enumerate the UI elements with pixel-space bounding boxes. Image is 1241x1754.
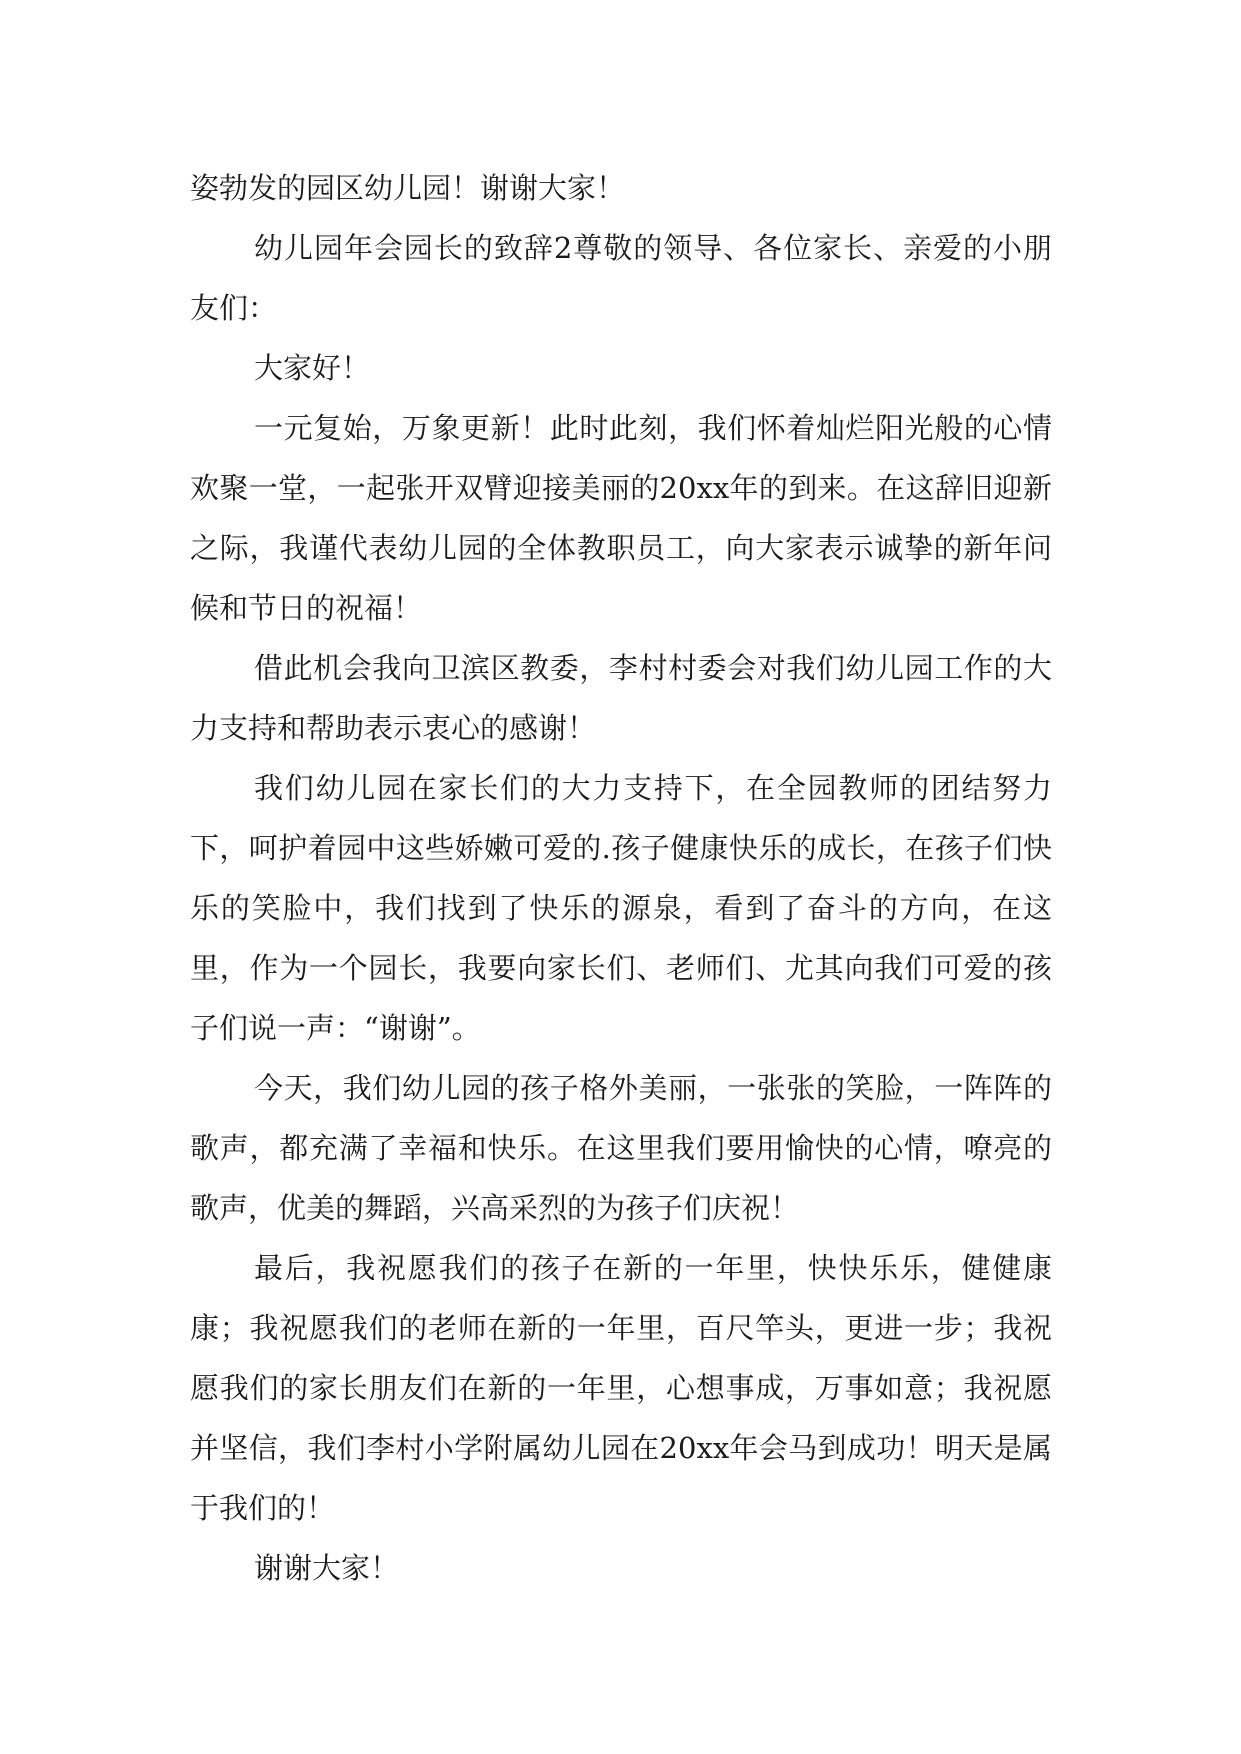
- paragraph-continuation: 姿勃发的园区幼儿园！谢谢大家！: [190, 171, 626, 205]
- paragraph-greeting: 大家好！: [254, 351, 371, 385]
- paragraph-thanks-committee: 借此机会我向卫滨区教委，李村村委会对我们幼儿园工作的大力支持和帮助表示衷心的感谢！: [190, 651, 1052, 745]
- paragraph-gratitude: 我们幼儿园在家长们的大力支持下，在全园教师的团结努力下，呵护着园中这些娇嫩可爱的.孩子健康快乐的成长，在孩子们快乐的笑脸中，我们找到了快乐的源泉，看到了奋斗的方向，在这里，作为一个园长，我要向家长们、老师们、尤其向我们可爱的孩子们说一声：“谢谢”。: [190, 771, 1052, 1045]
- paragraph-today: 今天，我们幼儿园的孩子格外美丽，一张张的笑脸，一阵阵的歌声，都充满了幸福和快乐。在这里我们要用愉快的心情，嘹亮的歌声，优美的舞蹈，兴高采烈的为孩子们庆祝！: [190, 1071, 1052, 1225]
- paragraph-wishes: 最后，我祝愿我们的孩子在新的一年里，快快乐乐，健健康康；我祝愿我们的老师在新的一年里，百尺竿头，更进一步；我祝愿我们的家长朋友们在新的一年里，心想事成，万事如意；我祝愿并坚信，我们李村小学附属幼儿园在20xx年会马到成功！明天是属于我们的！: [190, 1251, 1052, 1525]
- paragraph-closing: 谢谢大家！: [254, 1551, 400, 1585]
- paragraph-new-year: 一元复始，万象更新！此时此刻，我们怀着灿烂阳光般的心情欢聚一堂，一起张开双臂迎接美丽的20xx年的到来。在这辞旧迎新之际，我谨代表幼儿园的全体教职员工，向大家表示诚挚的新年问候和节日的祝福！: [190, 411, 1052, 625]
- paragraph-speech-title: 幼儿园年会园长的致辞2尊敬的领导、各位家长、亲爱的小朋友们：: [190, 231, 1052, 325]
- document-body: [190, 158, 1052, 1598]
